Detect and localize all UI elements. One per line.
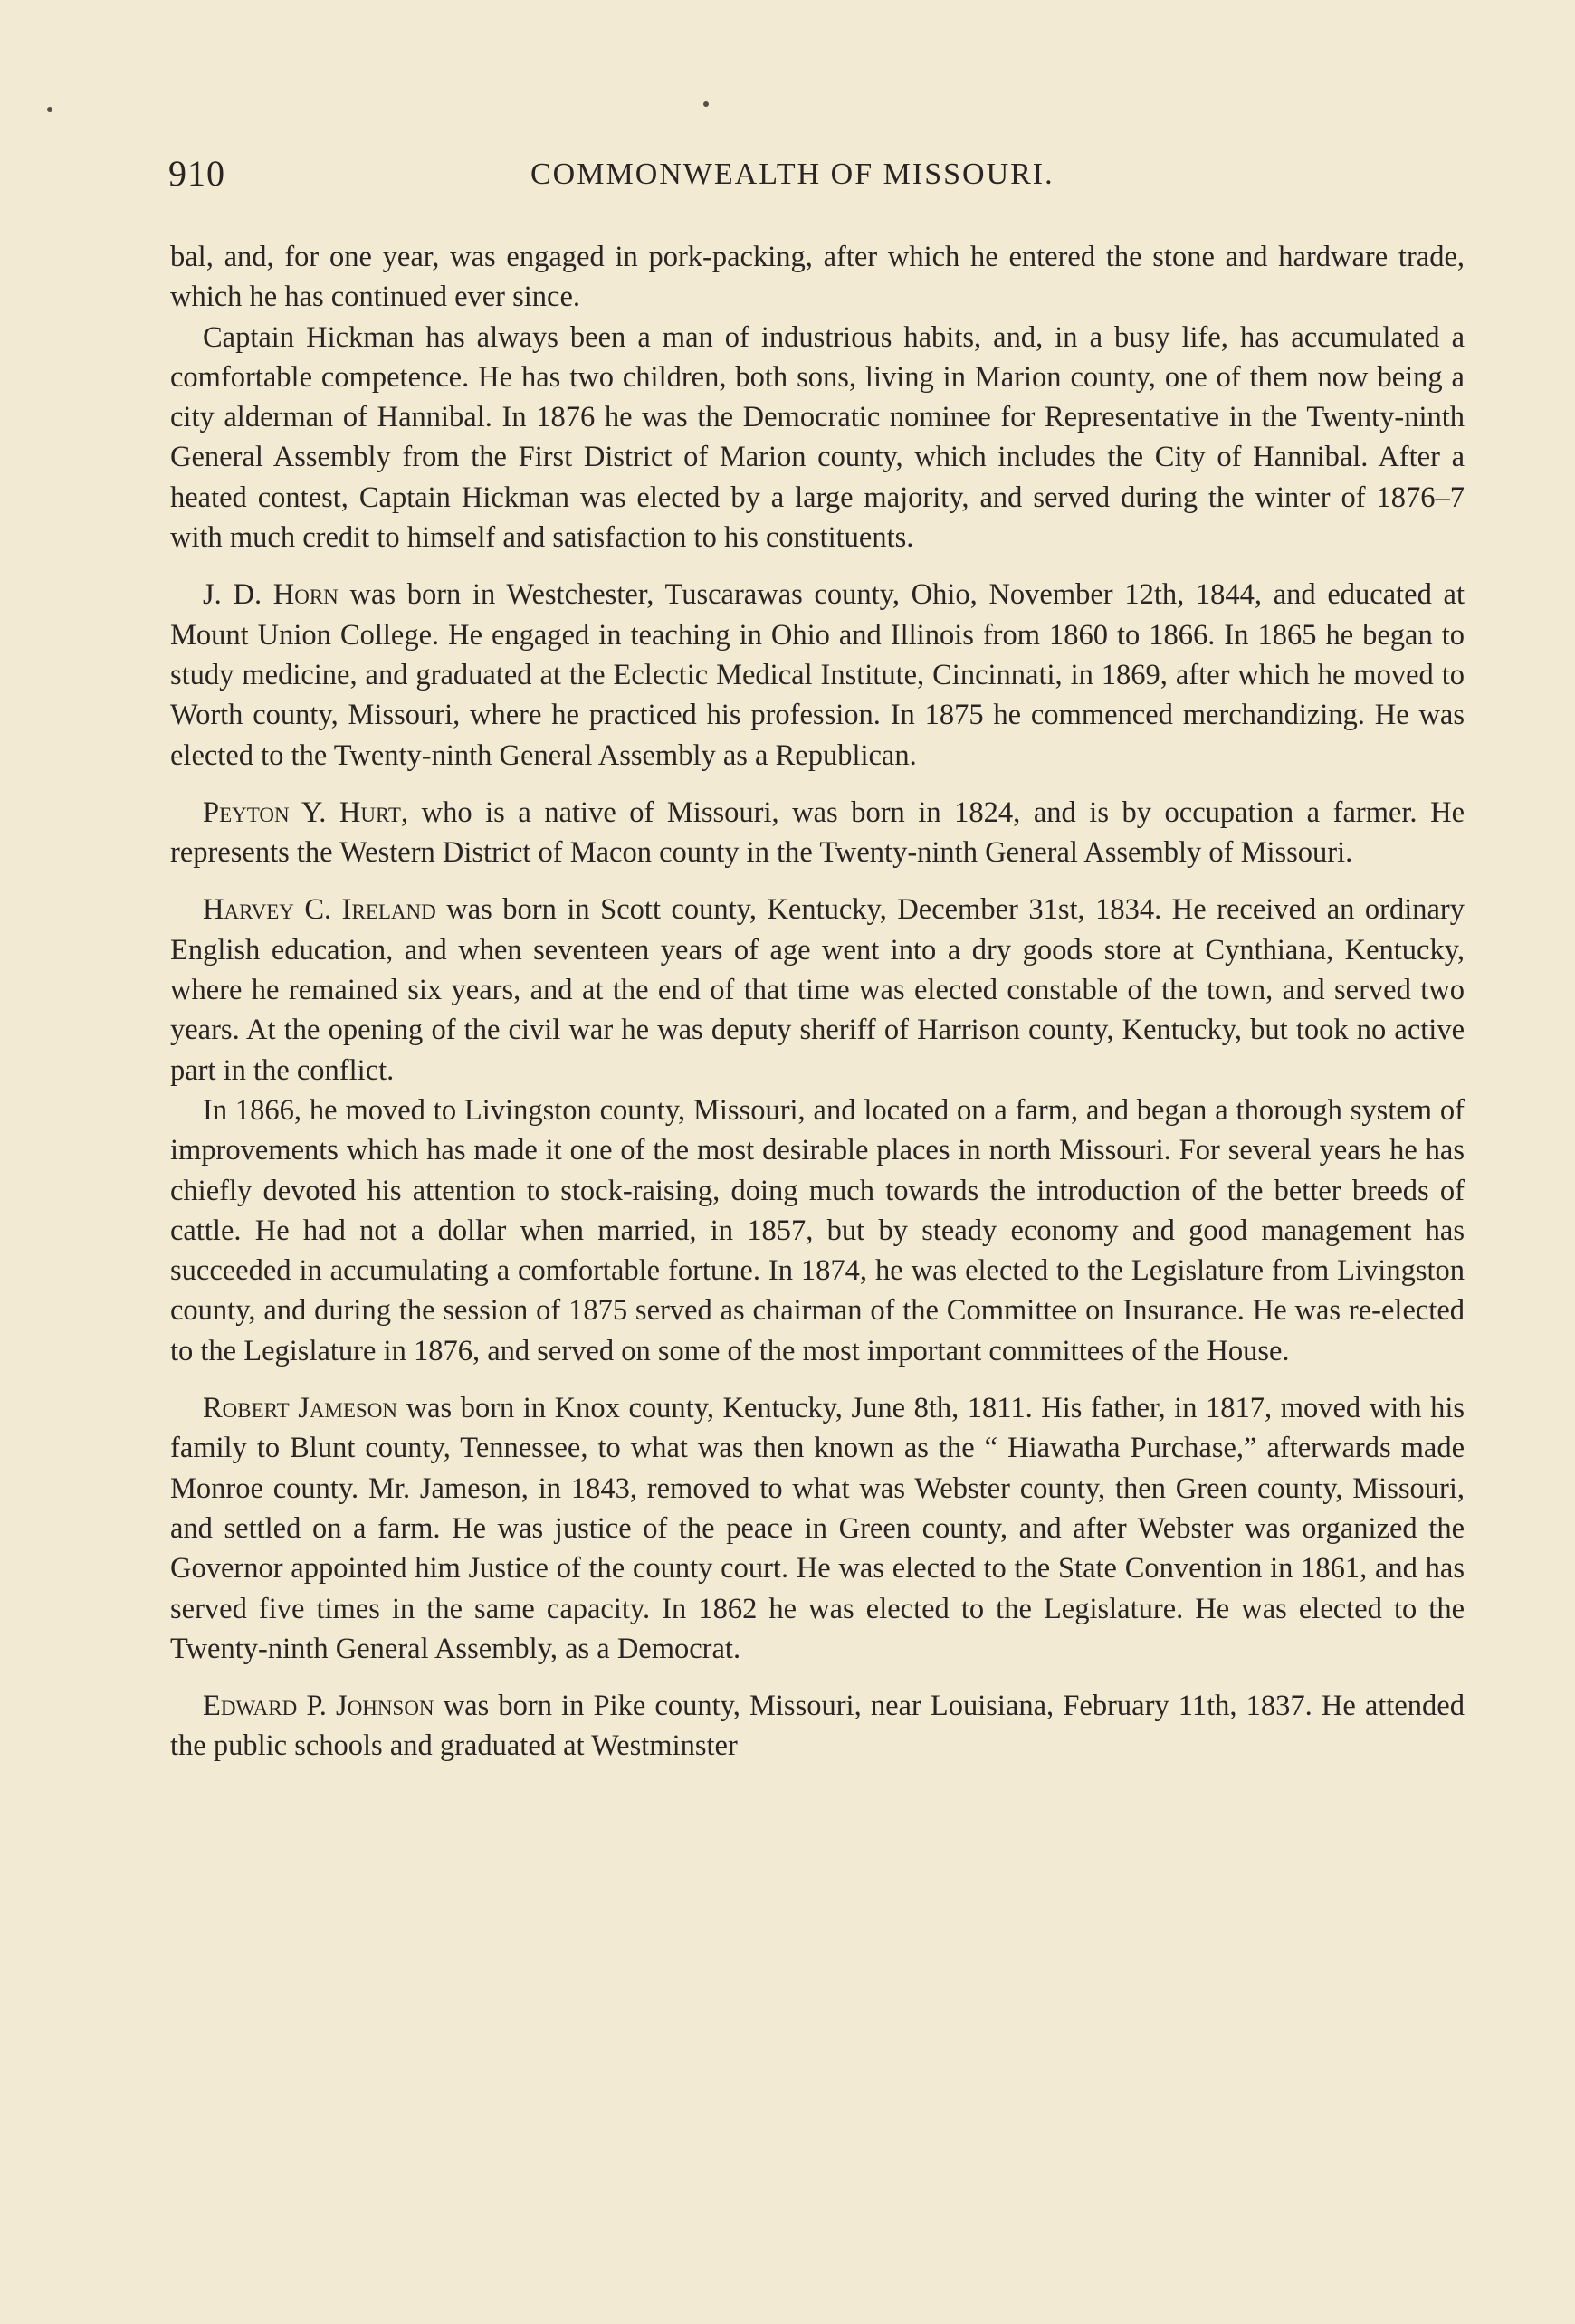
paragraph-text: was born in Scott county, Kentucky, December 31st, 1834. He received an ordinary English education, and when seventeen years of age went into a dry goods store at Cynthiana, Kentucky, where he remained six years, and at the end of that time was elected constable of the town, and served two years. At the opening of the civil war he was deputy sheriff of Harrison county, Kentucky, but took no active part in the conflict. <box>170 893 1465 1087</box>
page-speck <box>703 101 709 107</box>
person-name: Harvey C. Ireland <box>203 893 436 927</box>
paragraph-johnson <box>170 1686 1465 1767</box>
paragraph-jameson <box>170 1388 1465 1669</box>
paragraph-hurt <box>170 793 1465 873</box>
paragraph-hickman <box>170 318 1465 558</box>
paragraph-text: bal, and, for one year, was engaged in pork-packing, after which he entered the stone and hardware trade, which he has continued ever since. <box>170 241 1465 314</box>
page-number: 910 <box>168 153 225 194</box>
paragraph-ireland <box>170 890 1465 1090</box>
paragraph-text: Captain Hickman has always been a man of industrious habits, and, in a busy life, has accumulated a comfortable competence. He has two children, both sons, living in Marion county, one of them now being a city alderman of Hannibal. In 1876 he was the Democratic nominee for Representative in the Twenty-ninth General Assembly from the First District of Marion county, which includes the City of Hannibal. After a heated contest, Captain Hickman was elected by a large majority, and served during the winter of 1876–7 with much credit to himself and satisfaction to his constituents. <box>170 320 1465 555</box>
person-name: Robert Jameson <box>203 1392 398 1425</box>
paragraph-continuation <box>170 237 1465 318</box>
paragraph-text: who is a native of Missouri, was born in 1824, and is by occupation a farmer. He represents the Western District of Macon county in the Twenty-ninth General Assembly of Missouri. <box>170 795 1465 870</box>
paragraph-text: was born in Knox county, Kentucky, June 8th, 1811. His father, in 1817, moved with his family to Blunt county, Tennessee, to what was then known as the “ Hiawatha Purchase,” afterwards made Monroe county. Mr. Jameson, in 1843, removed to what was Webster county, then Green county, Missouri, and settled on a farm. He was justice of the peace in Green county, and after Webster was organized the Governor appointed him Justice of the county court. He was elected to the State Convention in 1861, and has served five times in the same capacity. In 1862 he was elected to the Legislature. He was elected to the Twenty-ninth General Assembly, as a Democrat. <box>170 1392 1465 1665</box>
person-name: Edward P. Johnson <box>203 1690 434 1723</box>
paragraph-text: was born in Westchester, Tuscarawas county, Ohio, November 12th, 1844, and educated at Mount Union College. He engaged in teaching in Ohio and Illinois from 1860 to 1866. In 1865 he began to study medicine, and graduated at the Eclectic Medical Institute, Cincinnati, in 1869, after which he moved to Worth county, Missouri, where he practiced his profession. In 1875 he commenced merchandizing. He was elected to the Twenty-ninth General Assembly as a Republican. <box>170 578 1465 772</box>
body-text <box>170 237 1465 1767</box>
page-speck <box>47 107 52 112</box>
paragraph-text: was born in Pike county, Missouri, near Louisiana, February 11th, 1837. He attended the public schools and graduated at Westminster <box>170 1690 1465 1763</box>
person-name: J. D. Horn <box>203 578 339 612</box>
paragraph-ireland-continued <box>170 1091 1465 1371</box>
running-title: COMMONWEALTH OF MISSOURI. <box>530 157 1055 191</box>
paragraph-horn <box>170 575 1465 775</box>
paragraph-text: In 1866, he moved to Livingston county, Missouri, and located on a farm, and began a thorough system of improvements which has made it one of the most desirable places in north Missouri. For several years he has chiefly devoted his attention to stock-raising, doing much towards the introduction of the better breeds of cattle. He had not a dollar when married, in 1857, but by steady economy and good management has succeeded in accumulating a comfortable fortune. In 1874, he was elected to the Legislature from Livingston county, and during the session of 1875 served as chairman of the Committee on Insurance. He was re-elected to the Legislature in 1876, and served on some of the most important committees of the House. <box>170 1093 1465 1367</box>
person-name: Peyton Y. Hurt, <box>203 795 409 829</box>
